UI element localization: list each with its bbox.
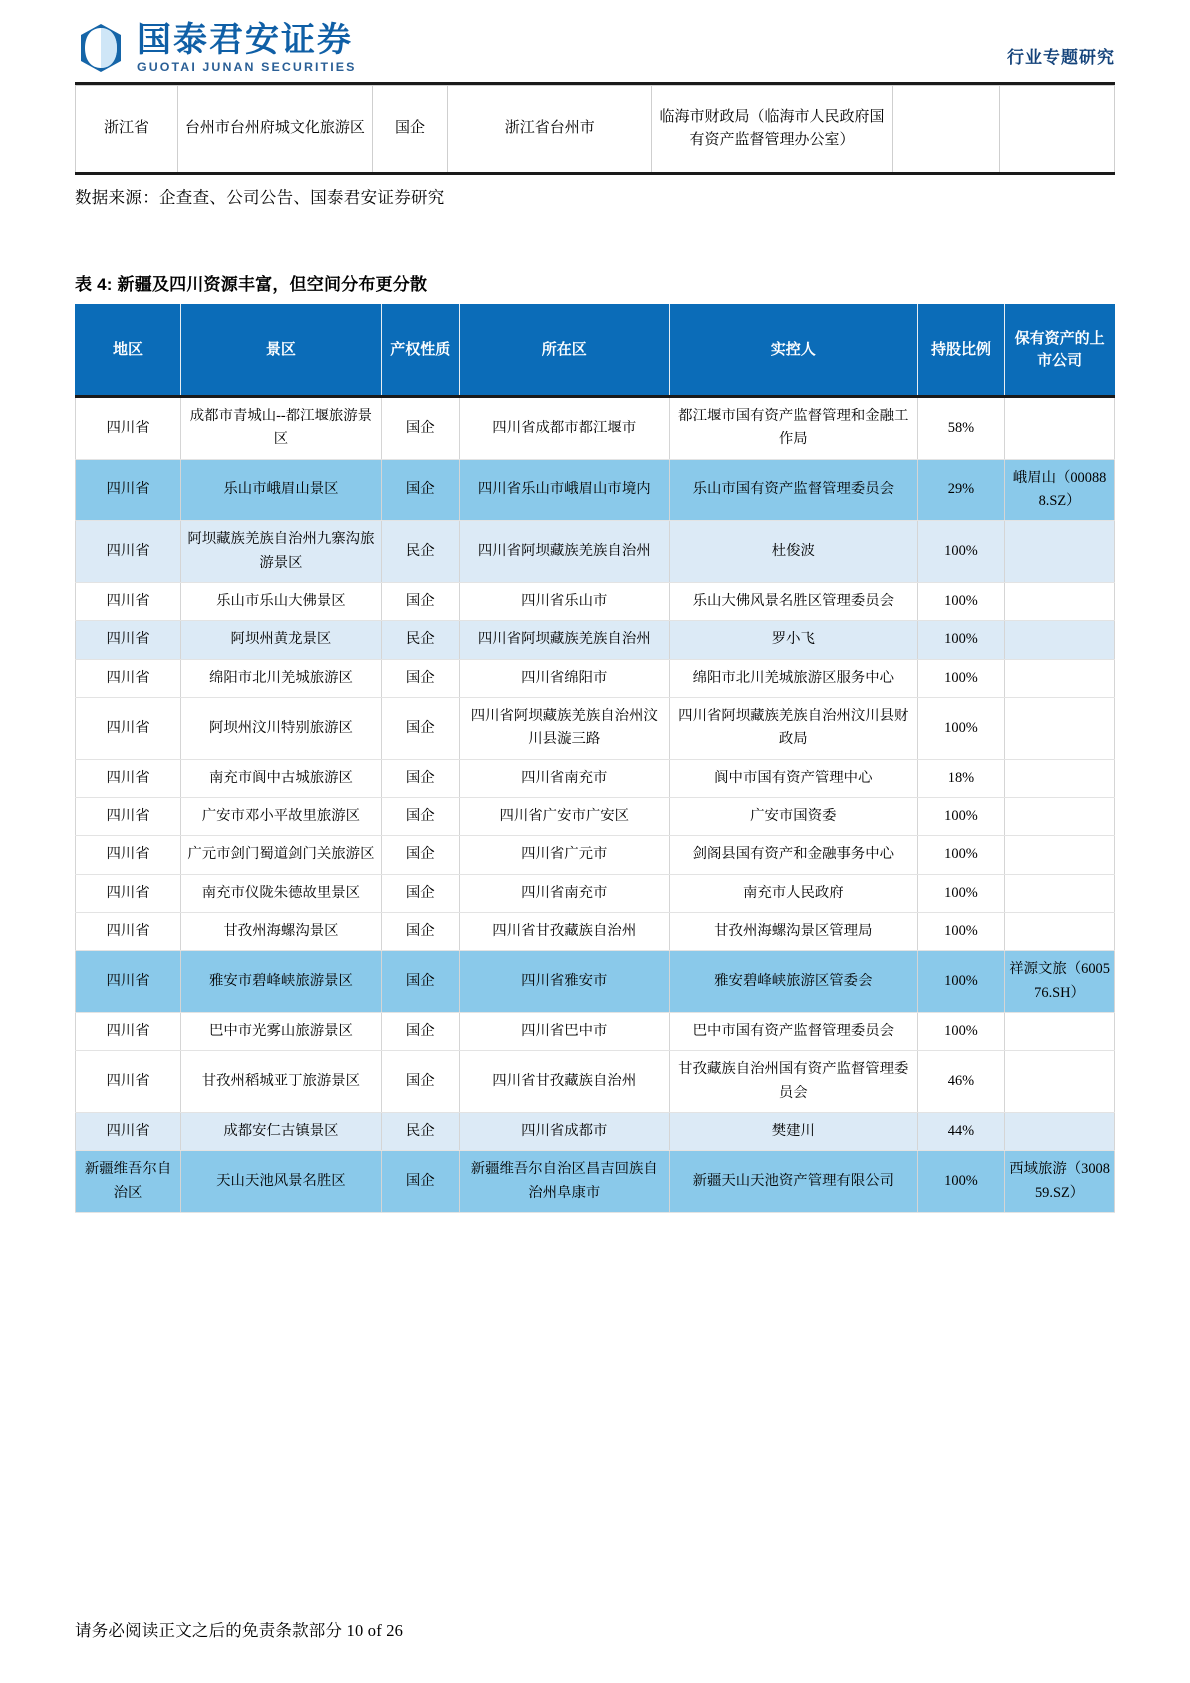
cell-region: 四川省 [76, 521, 181, 583]
col-header-region: 地区 [76, 305, 181, 397]
cell-listed [1005, 1012, 1115, 1050]
cell-region: 四川省 [76, 397, 181, 460]
cell-stake: 100% [917, 912, 1004, 950]
cell-location: 四川省阿坝藏族羌族自治州 [459, 621, 669, 659]
table-row [76, 1112, 1115, 1150]
cell-scenic: 乐山市峨眉山景区 [181, 459, 382, 521]
table-row [76, 836, 1115, 874]
cell-stake: 100% [917, 874, 1004, 912]
col-header-ownership: 产权性质 [381, 305, 459, 397]
table-row [76, 86, 1115, 174]
cell-scenic: 绵阳市北川羌城旅游区 [181, 659, 382, 697]
cell-scenic: 雅安市碧峰峡旅游景区 [181, 951, 382, 1013]
cell-listed [1005, 397, 1115, 460]
cell-stake: 100% [917, 836, 1004, 874]
cell-region: 四川省 [76, 697, 181, 759]
cell-ownership: 国企 [381, 1012, 459, 1050]
cell-ownership: 国企 [381, 874, 459, 912]
cell-location: 新疆维吾尔自治区昌吉回族自治州阜康市 [459, 1151, 669, 1213]
cell-listed: 峨眉山（000888.SZ） [1005, 459, 1115, 521]
cell-listed [1005, 759, 1115, 797]
cell-controller: 乐山大佛风景名胜区管理委员会 [669, 582, 917, 620]
cell-region: 浙江省 [76, 86, 178, 174]
cell-location: 四川省乐山市 [459, 582, 669, 620]
cell-location: 四川省甘孜藏族自治州 [459, 912, 669, 950]
cell-ownership: 民企 [381, 521, 459, 583]
company-logo [75, 22, 357, 74]
cell-stake: 29% [917, 459, 1004, 521]
cell-ownership: 国企 [381, 582, 459, 620]
table-row [76, 582, 1115, 620]
cell-controller: 乐山市国有资产监督管理委员会 [669, 459, 917, 521]
cell-scenic: 甘孜州海螺沟景区 [181, 912, 382, 950]
cell-ownership: 国企 [381, 659, 459, 697]
cell-listed: 祥源文旅（600576.SH） [1005, 951, 1115, 1013]
cell-controller: 甘孜藏族自治州国有资产监督管理委员会 [669, 1051, 917, 1113]
cell-controller: 剑阁县国有资产和金融事务中心 [669, 836, 917, 874]
cell-ownership: 国企 [381, 912, 459, 950]
cell-region: 四川省 [76, 797, 181, 835]
cell-listed [1005, 1112, 1115, 1150]
cell-listed [1005, 697, 1115, 759]
table-row [76, 797, 1115, 835]
table-row [76, 1151, 1115, 1213]
cell-region: 四川省 [76, 621, 181, 659]
page-header [75, 0, 1115, 78]
cell-ownership: 国企 [381, 951, 459, 1013]
cell-stake: 18% [917, 759, 1004, 797]
cell-listed [1005, 621, 1115, 659]
cell-controller: 樊建川 [669, 1112, 917, 1150]
cell-location: 四川省雅安市 [459, 951, 669, 1013]
guotai-junan-logo-icon [75, 22, 127, 74]
cell-scenic: 乐山市乐山大佛景区 [181, 582, 382, 620]
table-row [76, 874, 1115, 912]
cell-controller: 新疆天山天池资产管理有限公司 [669, 1151, 917, 1213]
cell-ownership: 国企 [381, 459, 459, 521]
cell-region: 四川省 [76, 659, 181, 697]
cell-ownership: 国企 [381, 797, 459, 835]
cell-listed [1005, 659, 1115, 697]
cell-controller: 罗小飞 [669, 621, 917, 659]
cell-scenic: 阿坝藏族羌族自治州九寨沟旅游景区 [181, 521, 382, 583]
cell-ownership: 国企 [381, 836, 459, 874]
cell-stake: 100% [917, 659, 1004, 697]
cell-scenic: 广安市邓小平故里旅游区 [181, 797, 382, 835]
table4-header-row [76, 305, 1115, 397]
table-row [76, 659, 1115, 697]
cell-scenic: 天山天池风景名胜区 [181, 1151, 382, 1213]
cell-location: 四川省绵阳市 [459, 659, 669, 697]
table-row [76, 397, 1115, 460]
cell-location: 浙江省台州市 [448, 86, 652, 174]
col-header-scenic: 景区 [181, 305, 382, 397]
cell-region: 四川省 [76, 912, 181, 950]
table-row [76, 951, 1115, 1013]
cell-location: 四川省巴中市 [459, 1012, 669, 1050]
logo-english-name: GUOTAI JUNAN SECURITIES [137, 59, 357, 74]
table-row [76, 621, 1115, 659]
cell-location: 四川省乐山市峨眉山市境内 [459, 459, 669, 521]
table-row [76, 1051, 1115, 1113]
cell-region: 四川省 [76, 759, 181, 797]
col-header-controller: 实控人 [669, 305, 917, 397]
cell-ownership: 国企 [381, 697, 459, 759]
cell-stake: 100% [917, 582, 1004, 620]
cell-controller: 甘孜州海螺沟景区管理局 [669, 912, 917, 950]
cell-stake: 100% [917, 621, 1004, 659]
cell-scenic: 南充市阆中古城旅游区 [181, 759, 382, 797]
cell-location: 四川省阿坝藏族羌族自治州汶川县漩三路 [459, 697, 669, 759]
cell-region: 四川省 [76, 459, 181, 521]
cell-region: 四川省 [76, 836, 181, 874]
cell-listed [1005, 1051, 1115, 1113]
logo-chinese-name: 国泰君安证券 [137, 20, 353, 59]
cell-location: 四川省成都市都江堰市 [459, 397, 669, 460]
cell-controller: 都江堰市国有资产监督管理和金融工作局 [669, 397, 917, 460]
cell-controller: 绵阳市北川羌城旅游区服务中心 [669, 659, 917, 697]
page-footer: 请务必阅读正文之后的免责条款部分 10 of 26 [75, 1621, 404, 1640]
table-row [76, 697, 1115, 759]
cell-listed [1000, 86, 1115, 174]
cell-region: 四川省 [76, 1012, 181, 1050]
cell-controller: 广安市国资委 [669, 797, 917, 835]
cell-ownership: 民企 [381, 1112, 459, 1150]
cell-stake: 44% [917, 1112, 1004, 1150]
table4 [75, 304, 1115, 1213]
cell-region: 四川省 [76, 951, 181, 1013]
cell-location: 四川省南充市 [459, 759, 669, 797]
cell-ownership: 国企 [381, 1151, 459, 1213]
cell-scenic: 甘孜州稻城亚丁旅游景区 [181, 1051, 382, 1113]
cell-controller: 临海市财政局（临海市人民政府国有资产监督管理办公室） [652, 86, 893, 174]
cell-stake: 46% [917, 1051, 1004, 1113]
cell-ownership: 民企 [381, 621, 459, 659]
cell-ownership: 国企 [381, 1051, 459, 1113]
col-header-stake: 持股比例 [917, 305, 1004, 397]
cell-controller: 杜俊波 [669, 521, 917, 583]
header-section-label: 行业专题研究 [1007, 48, 1115, 67]
cell-ownership: 国企 [381, 397, 459, 460]
cell-location: 四川省甘孜藏族自治州 [459, 1051, 669, 1113]
cell-scenic: 阿坝州汶川特别旅游区 [181, 697, 382, 759]
cell-listed [1005, 582, 1115, 620]
cell-listed [1005, 521, 1115, 583]
cell-location: 四川省成都市 [459, 1112, 669, 1150]
table-row [76, 1012, 1115, 1050]
cell-stake: 58% [917, 397, 1004, 460]
cell-location: 四川省阿坝藏族羌族自治州 [459, 521, 669, 583]
cell-stake: 100% [917, 1012, 1004, 1050]
cell-location: 四川省南充市 [459, 874, 669, 912]
cell-region: 四川省 [76, 582, 181, 620]
continued-table [75, 85, 1115, 175]
cell-stake: 100% [917, 797, 1004, 835]
table-row [76, 759, 1115, 797]
cell-scenic: 巴中市光雾山旅游景区 [181, 1012, 382, 1050]
cell-listed [1005, 797, 1115, 835]
cell-controller: 南充市人民政府 [669, 874, 917, 912]
cell-region: 新疆维吾尔自治区 [76, 1151, 181, 1213]
cell-scenic: 南充市仪陇朱德故里景区 [181, 874, 382, 912]
cell-stake: 100% [917, 697, 1004, 759]
cell-listed [1005, 874, 1115, 912]
cell-listed [1005, 836, 1115, 874]
cell-scenic: 成都安仁古镇景区 [181, 1112, 382, 1150]
cell-location: 四川省广元市 [459, 836, 669, 874]
cell-stake [892, 86, 1000, 174]
col-header-listed: 保有资产的上市公司 [1005, 305, 1115, 397]
cell-location: 四川省广安市广安区 [459, 797, 669, 835]
cell-ownership: 国企 [372, 86, 448, 174]
cell-listed [1005, 912, 1115, 950]
cell-region: 四川省 [76, 1112, 181, 1150]
table-row [76, 912, 1115, 950]
cell-scenic: 台州市台州府城文化旅游区 [177, 86, 372, 174]
table4-body [76, 397, 1115, 1213]
cell-stake: 100% [917, 951, 1004, 1013]
cell-scenic: 广元市剑门蜀道剑门关旅游区 [181, 836, 382, 874]
col-header-location: 所在区 [459, 305, 669, 397]
table4-caption: 表 4: 新疆及四川资源丰富，但空间分布更分散 [75, 275, 428, 294]
cell-controller: 阆中市国有资产管理中心 [669, 759, 917, 797]
table-row [76, 521, 1115, 583]
cell-controller: 巴中市国有资产监督管理委员会 [669, 1012, 917, 1050]
cell-controller: 四川省阿坝藏族羌族自治州汶川县财政局 [669, 697, 917, 759]
cell-stake: 100% [917, 521, 1004, 583]
data-source-note: 数据来源：企查查、公司公告、国泰君安证券研究 [75, 188, 445, 207]
cell-region: 四川省 [76, 874, 181, 912]
cell-listed: 西域旅游（300859.SZ） [1005, 1151, 1115, 1213]
cell-ownership: 国企 [381, 759, 459, 797]
table-row [76, 459, 1115, 521]
cell-region: 四川省 [76, 1051, 181, 1113]
cell-controller: 雅安碧峰峡旅游区管委会 [669, 951, 917, 1013]
logo-text [137, 20, 357, 74]
cell-stake: 100% [917, 1151, 1004, 1213]
cell-scenic: 阿坝州黄龙景区 [181, 621, 382, 659]
cell-scenic: 成都市青城山--都江堰旅游景区 [181, 397, 382, 460]
